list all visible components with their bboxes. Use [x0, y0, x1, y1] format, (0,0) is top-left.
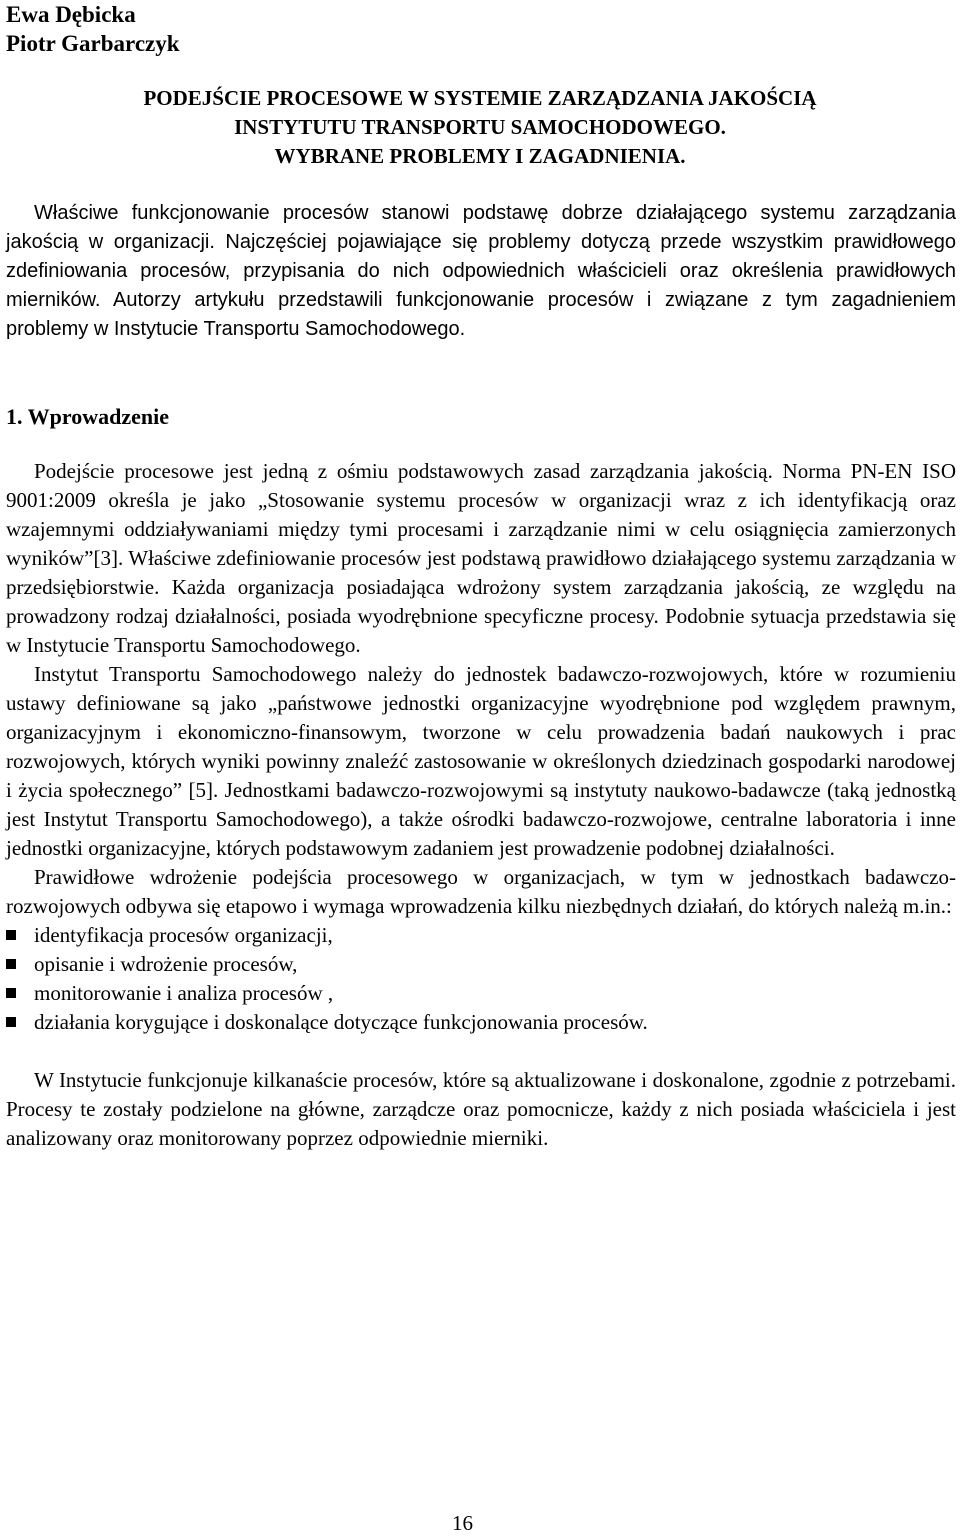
paragraph: Prawidłowe wdrożenie podejścia procesowego w organizacjach, w tym w jednostkach badawczo-rozwojowych odbywa się etapowo i wymaga wprowadzenia kilku niezbędnych działań, do których należą m.in.: — [6, 865, 956, 918]
closing-paragraph: W Instytucie funkcjonuje kilkanaście procesów, które są aktualizowane i doskonalone, zgodnie z potrzebami. Procesy te zostały podzielone na główne, zarządcze oraz pomocnicze, każdy z nich posiada właściciela i jest analizowany oraz monitorowany poprzez odpowiednie mierniki. — [6, 1068, 956, 1150]
square-bullet-icon — [6, 988, 16, 998]
list-item-text: opisanie i wdrożenie procesów, — [34, 952, 298, 976]
list-item — [6, 1008, 956, 1037]
square-bullet-icon — [6, 930, 16, 940]
author-name: Ewa Dębicka — [6, 2, 136, 27]
article-title — [0, 84, 960, 171]
list-item — [6, 950, 956, 979]
bullet-list — [6, 921, 956, 1037]
list-item-text: identyfikacja procesów organizacji, — [34, 923, 333, 947]
page-number: 16 — [452, 1511, 473, 1535]
author-name: Piotr Garbarczyk — [6, 31, 180, 56]
square-bullet-icon — [6, 1017, 16, 1027]
title-line: INSTYTUTU TRANSPORTU SAMOCHODOWEGO. — [234, 115, 726, 139]
body-text — [6, 457, 956, 1153]
authors — [6, 0, 180, 58]
square-bullet-icon — [6, 959, 16, 969]
list-item-text: działania korygujące i doskonalące dotyczące funkcjonowania procesów. — [34, 1010, 648, 1034]
title-line: WYBRANE PROBLEMY I ZAGADNIENIA. — [274, 144, 686, 168]
paragraph: Podejście procesowe jest jedną z ośmiu podstawowych zasad zarządzania jakością. Norma PN-EN ISO 9001:2009 określa je jako „Stosowanie systemu procesów w organizacji wraz z ich identyfikacją oraz wzajemnymi oddziaływaniami między tymi procesami i zarządzanie nimi w celu osiągnięcia zamierzonych wyników”[3]. Właściwe zdefiniowanie procesów jest podstawą prawidłowo działającego systemu zarządzania w przedsiębiorstwie. Każda organizacja posiadająca wdrożony system zarządzania jakością, ze względu na prowadzony rodzaj działalności, posiada wyodrębnione specyficzne procesy. Podobnie sytuacja przedstawia się w Instytucie Transportu Samochodowego. — [6, 459, 956, 657]
section-heading: 1. Wprowadzenie — [6, 404, 169, 429]
abstract: Właściwe funkcjonowanie procesów stanowi podstawę dobrze działającego systemu zarządzania jakością w organizacji. Najczęściej pojawiające się problemy dotyczą przede wszystkim prawidłowego zdefiniowania procesów, przypisania do nich odpowiednich właścicieli oraz określenia prawidłowych mierników. Autorzy artykułu przedstawili funkcjonowanie procesów i związane z tym zagadnieniem problemy w Instytucie Transportu Samochodowego. — [6, 202, 956, 340]
list-item — [6, 921, 956, 950]
title-line: PODEJŚCIE PROCESOWE W SYSTEMIE ZARZĄDZANIA JAKOŚCIĄ — [143, 86, 817, 110]
paragraph: Instytut Transportu Samochodowego należy do jednostek badawczo-rozwojowych, które w rozumieniu ustawy definiowane są jako „państwowe jednostki organizacyjne wyodrębnione pod względem prawnym, organizacyjnym i ekonomiczno-finansowym, tworzone w celu prowadzenia badań naukowych i prac rozwojowych, których wyniki powinny znaleźć zastosowanie w określonych dziedzinach gospodarki narodowej i życia społecznego” [5]. Jednostkami badawczo-rozwojowymi są instytuty naukowo-badawcze (taką jednostką jest Instytut Transportu Samochodowego), a także ośrodki badawczo-rozwojowe, centralne laboratoria i inne jednostki organizacyjne, których podstawowym zadaniem jest prowadzenie podobnej działalności. — [6, 662, 956, 860]
list-item — [6, 979, 956, 1008]
list-item-text: monitorowanie i analiza procesów , — [34, 981, 334, 1005]
